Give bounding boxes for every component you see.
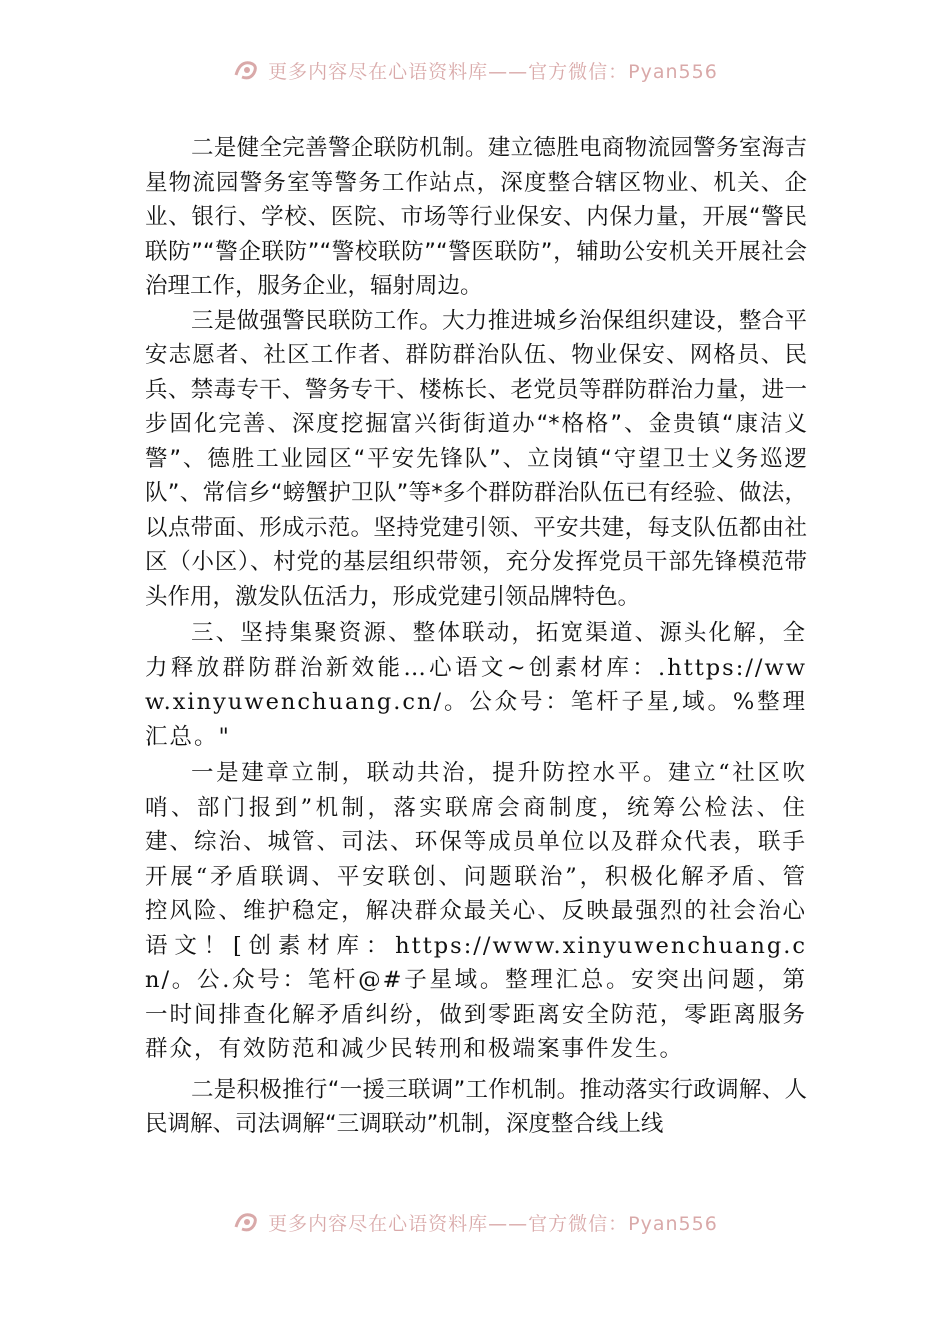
paragraph-police-enterprise: 二是健全完善警企联防机制。建立德胜电商物流园警务室海吉星物流园警务室等警务工作站点，深度整合辖区物业、机关、企业、银行、学校、医院、市场等行业保安、内保力量，开展“警民联防”“警企联防”“警校联防”“警医联防”，辅助公安机关开展社会治理工作，服务企业，辐射周边。 <box>145 135 807 299</box>
watermark-header <box>0 50 950 90</box>
paragraph-regulations: 一是建章立制，联动共治，提升防控水平。建立“社区吹哨、部门报到”机制，落实联席会商制度，统筹公检法、住建、综治、城管、司法、环保等成员单位以及群众代表，联手开展“矛盾联调、平安联创、问题联治”，积极化解矛盾、管控风险、维护稳定，解决群众最关心、反映最强烈的社会治心语文！[创素材库：https://www.xinyuwenchuang.cn/。公.众号：笔杆@#子星域。整理汇总。安突出问题，第一时间排查化解矛盾纠纷，做到零距离安全防范，零距离服务群众，有效防范和减少民转刑和极端案事件发生。 <box>145 760 807 1062</box>
watermark-text: 更多内容尽在心语资料库——官方微信：Pyan556 <box>268 60 718 83</box>
paragraph-police-civilian: 三是做强警民联防工作。大力推进城乡治保组织建设，整合平安志愿者、社区工作者、群防群治队伍、物业保安、网格员、民兵、禁毒专干、警务专干、楼栋长、老党员等群防群治力量，进一步固化完善、深度挖掘富兴街街道办“*格格”、金贵镇“康洁义警”、德胜工业园区“平安先锋队”、立岗镇“守望卫士义务巡逻队”、常信乡“螃蟹护卫队”等*多个群防群治队伍已有经验、做法，以点带面、形成示范。坚持党建引领、平安共建，每支队伍都由社区（小区）、村党的基层组织带领，充分发挥党员干部先锋模范带头作用，激发队伍活力，形成党建引领品牌特色。 <box>145 307 807 610</box>
section-heading-3: 三、坚持集聚资源、整体联动，拓宽渠道、源头化解，全力释放群防群治新效能…心语文~创素材库：.https://www.xinyuwenchuang.cn/。公众号：笔杆子星,域。%整理汇总。" <box>145 620 807 750</box>
document-body <box>145 131 807 1142</box>
watermark-footer <box>0 1202 950 1242</box>
watermark-text: 更多内容尽在心语资料库——官方微信：Pyan556 <box>268 1212 718 1235</box>
logo-icon <box>232 57 262 83</box>
logo-icon <box>232 1209 262 1235</box>
paragraph-mediation: 二是积极推行“一援三联调”工作机制。推动落实行政调解、人民调解、司法调解“三调联动”机制，深度整合线上线 <box>145 1076 807 1137</box>
